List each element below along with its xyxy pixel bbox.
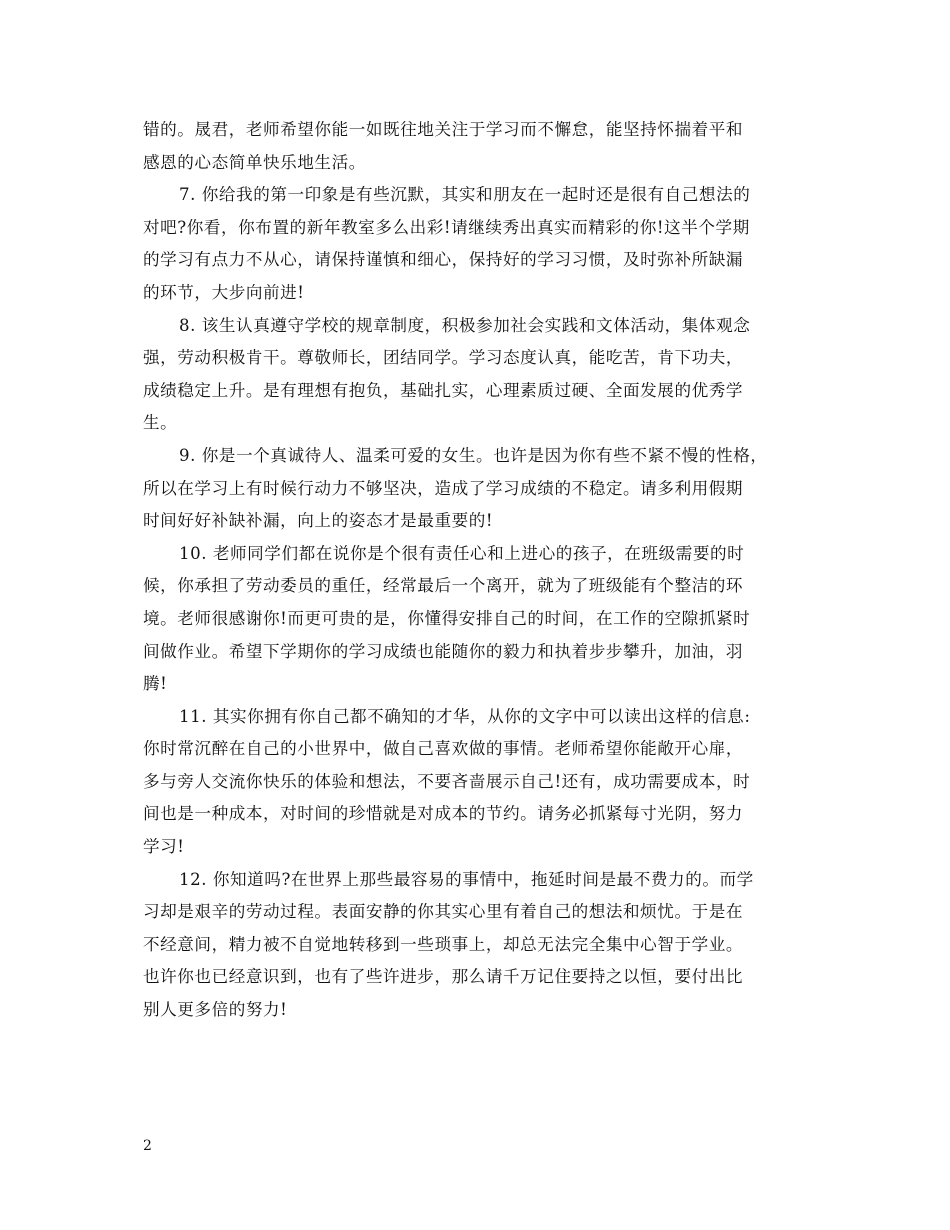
text-line: 境。老师很感谢你!而更可贵的是，你懂得安排自己的时间，在工作的空隙抓紧时 — [143, 608, 751, 628]
text-line: 生。 — [143, 413, 178, 433]
text-line: 所以在学习上有时候行动力不够坚决，造成了学习成绩的不稳定。请多利用假期 — [143, 478, 744, 498]
body-text — [143, 114, 817, 1027]
text-line: 间也是一种成本，对时间的珍惜就是对成本的节约。请务必抓紧每寸光阴，努力 — [143, 804, 744, 824]
text-line: 成绩稳定上升。是有理想有抱负，基础扎实，心理素质过硬、全面发展的优秀学 — [143, 380, 744, 400]
text-line: 学习! — [143, 837, 185, 857]
text-line: 不经意间，精力被不自觉地转移到一些琐事上，却总无法完全集中心智于学业。 — [143, 934, 744, 954]
text-line: 感恩的心态简单快乐地生活。 — [143, 152, 366, 172]
text-line: 腾! — [143, 674, 168, 694]
paragraph-start-7: 7. 你给我的第一印象是有些沉默，其实和朋友在一起时还是很有自己想法的 — [179, 185, 751, 205]
text-line: 也许你也已经意识到，也有了些许进步，那么请千万记住要持之以恒，要付出比 — [143, 967, 744, 987]
text-line: 的学习有点力不从心，请保持谨慎和细心，保持好的学习习惯，及时弥补所缺漏 — [143, 250, 744, 270]
text-line: 对吧?你看，你布置的新年教室多么出彩!请继续秀出真实而精彩的你!这半个学期 — [143, 217, 750, 237]
paragraph-start-12: 12. 你知道吗?在世界上那些最容易的事情中，拖延时间是最不费力的。而学 — [179, 869, 754, 889]
text-line: 别人更多倍的努力! — [143, 1000, 288, 1020]
text-line: 间做作业。希望下学期你的学习成绩也能随你的毅力和执着步步攀升，加油，羽 — [143, 641, 744, 661]
paragraph-start-10: 10. 老师同学们都在说你是个很有责任心和上进心的孩子，在班级需要的时 — [179, 543, 745, 563]
text-line: 时间好好补缺补漏，向上的姿态才是最重要的! — [143, 511, 494, 531]
paragraph-start-11: 11. 其实你拥有你自己都不确知的才华，从你的文字中可以读出这样的信息: — [179, 706, 751, 726]
text-line: 习却是艰辛的劳动过程。表面安静的你其实心里有着自己的想法和烦忧。于是在 — [143, 902, 744, 922]
paragraph-start-9: 9. 你是一个真诚待人、温柔可爱的女生。也许是因为你有些不紧不慢的性格， — [179, 445, 768, 465]
text-line: 的环节，大步向前进! — [143, 282, 305, 302]
text-line: 强，劳动积极肯干。尊敬师长，团结同学。学习态度认真，能吃苦，肯下功夫， — [143, 348, 744, 368]
text-line: 你时常沉醉在自己的小世界中，做自己喜欢做的事情。老师希望你能敞开心扉， — [143, 739, 744, 759]
text-line: 多与旁人交流你快乐的体验和想法，不要吝啬展示自己!还有，成功需要成本，时 — [143, 771, 751, 791]
paragraph-start-8: 8. 该生认真遵守学校的规章制度，积极参加社会实践和文体活动，集体观念 — [179, 315, 751, 335]
text-line: 候，你承担了劳动委员的重任，经常最后一个离开，就为了班级能有个整洁的环 — [143, 576, 744, 596]
text-line: 错的。晟君，老师希望你能一如既往地关注于学习而不懈怠，能坚持怀揣着平和 — [143, 120, 744, 139]
page-number: 2 — [143, 1138, 152, 1154]
